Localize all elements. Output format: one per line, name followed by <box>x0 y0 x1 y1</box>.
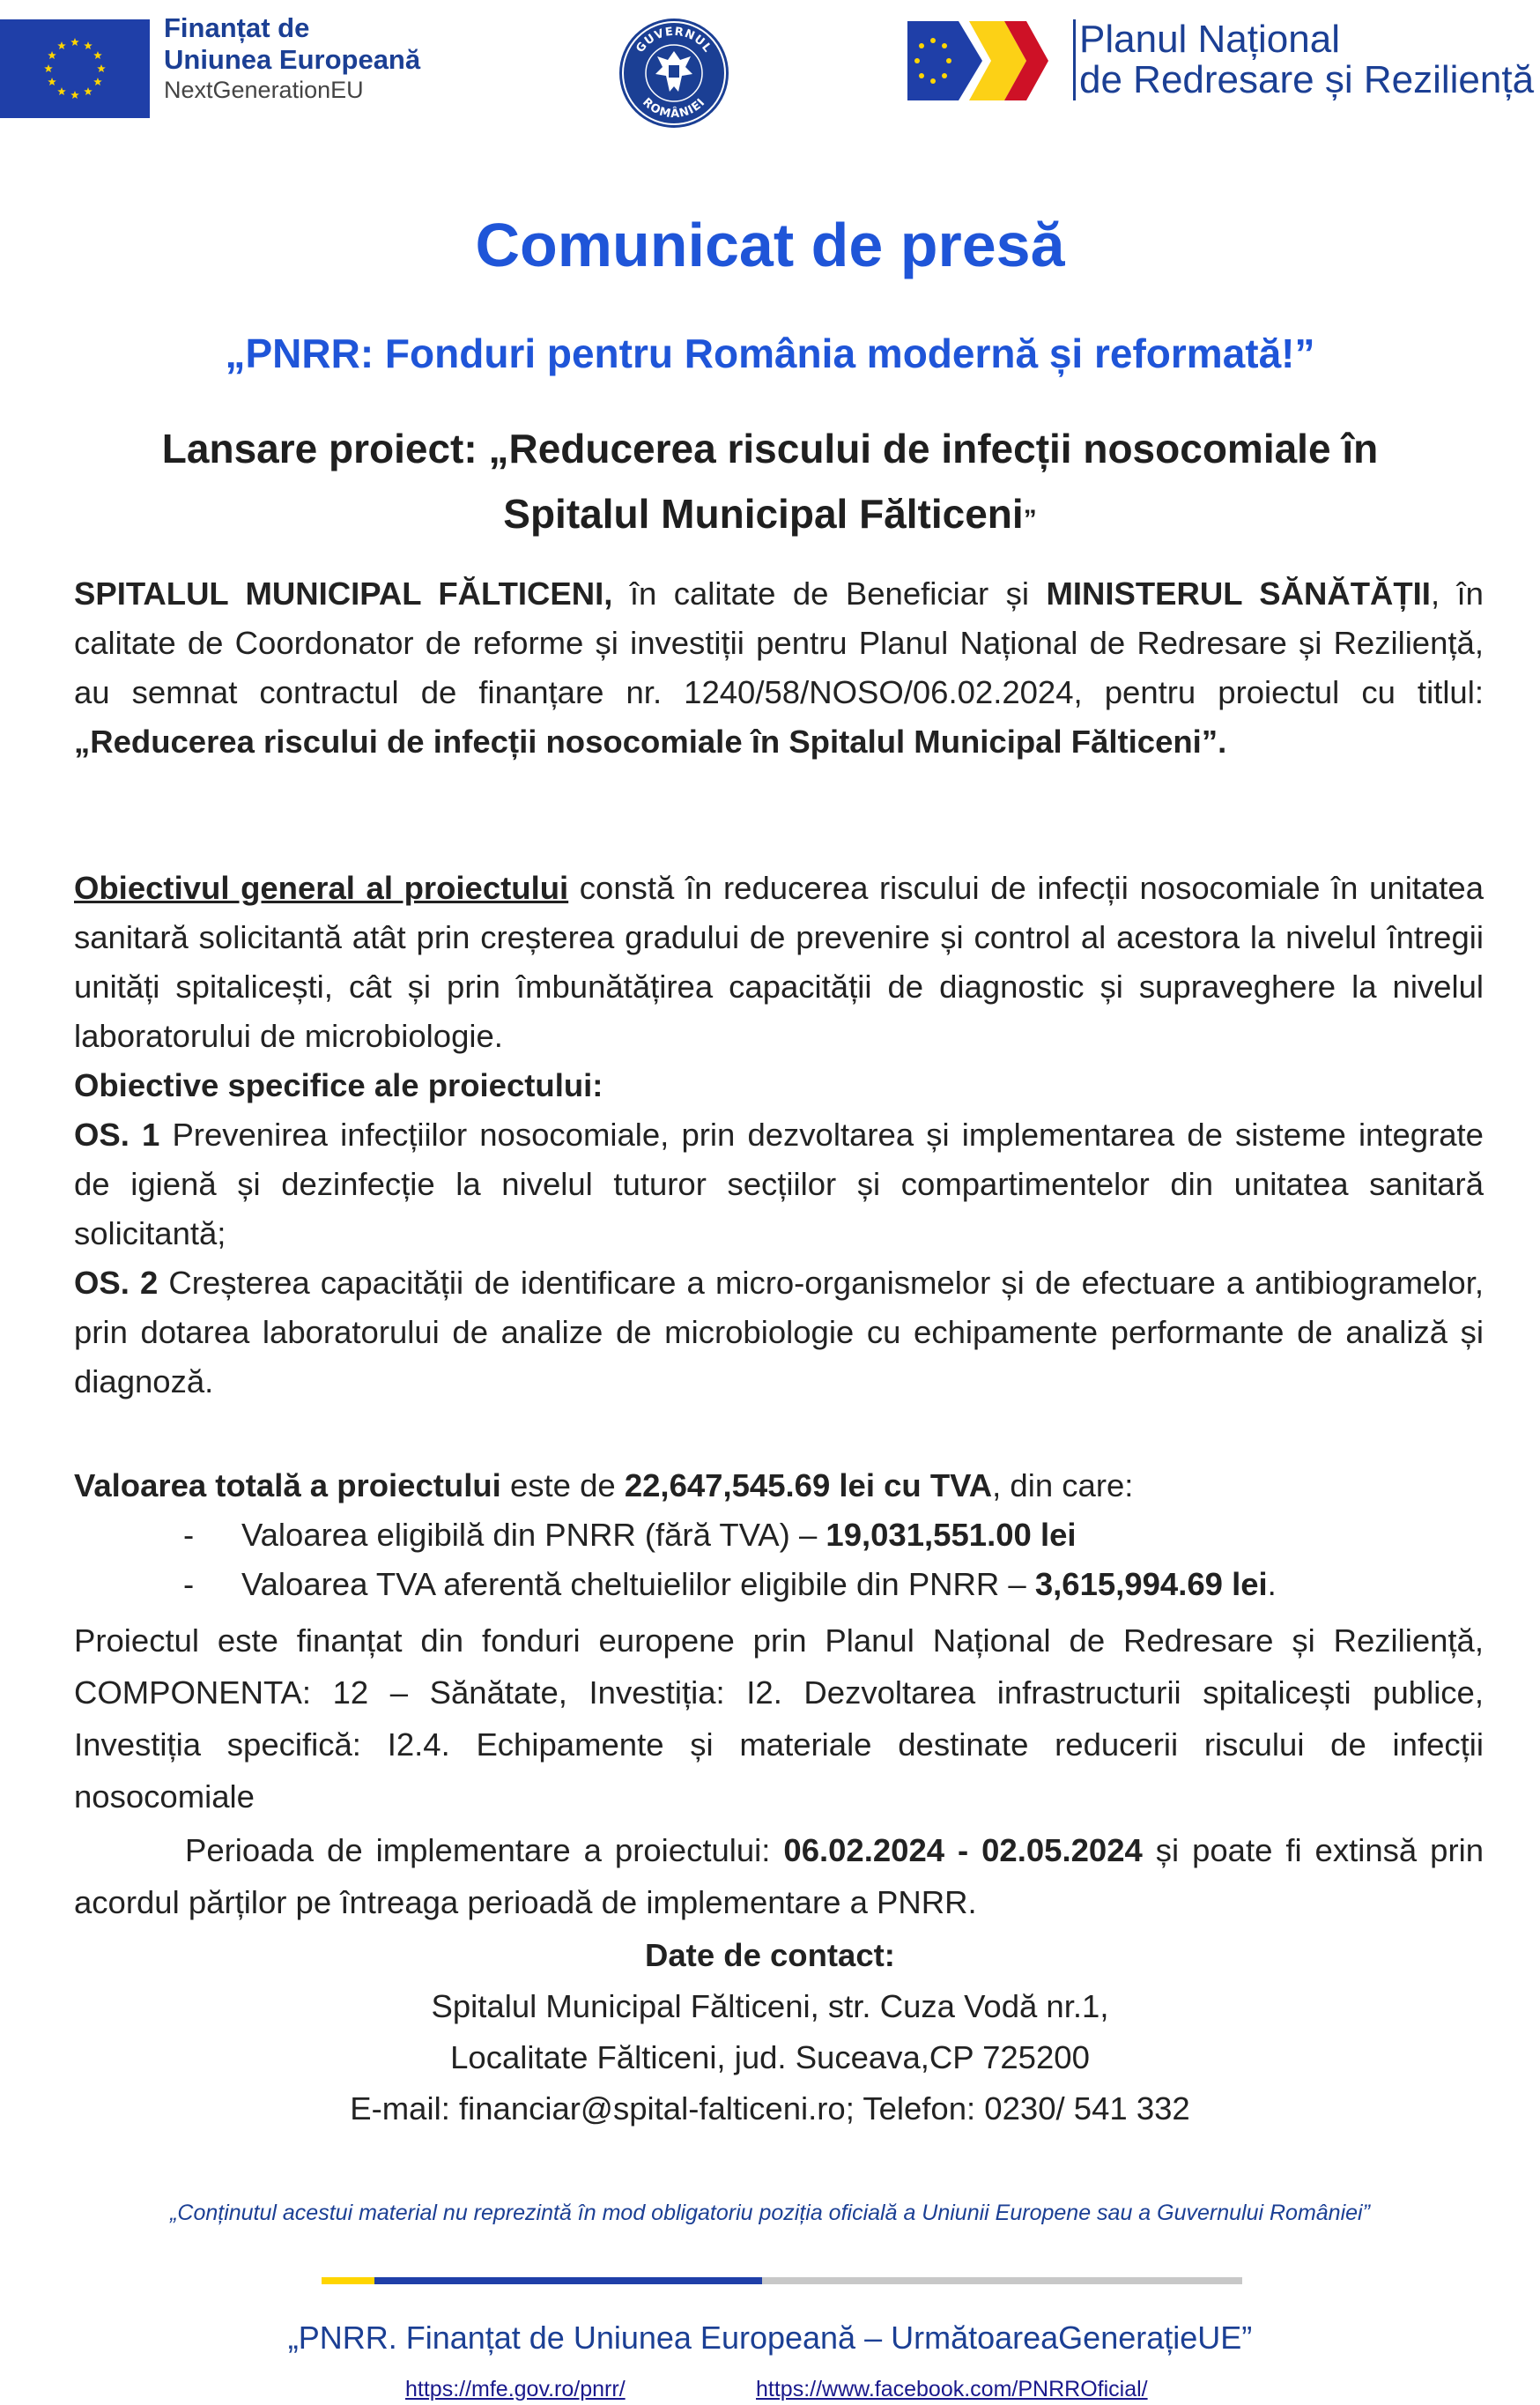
contact-block <box>0 1930 1540 2134</box>
eu-label-line2: Uniunea Europeană <box>164 43 421 75</box>
period-text-2: și poate fi extinsă prin acordul părților pe întreaga perioadă de implementare a PNRR. <box>74 1832 1484 1920</box>
project-value-text-1: este de <box>500 1467 625 1503</box>
svg-text:GUVERNUL: GUVERNUL <box>633 25 714 56</box>
general-objective-text: constă în reducerea riscului de infecții nosocomiale în unitatea sanitară solicitantă atât prin creșterea gradului de prevenire și control al acestora la nivelul întregii unități spitalicești, cât și prin îmbunătățirea capacității de diagnostic și supraveghere la nivelul laboratorului de microbiologie. <box>74 870 1484 1054</box>
intro-text-2: , în calitate de Coordonator de reforme și investiții pentru Planul Național de Redresare și Reziliență, au semnat contractul de finanțare nr. 1240/58/NOSO/06.02.2024, pentru proiectul cu titlul: <box>74 575 1484 710</box>
contact-email-phone: E-mail: financiar@spital-falticeni.ro; Telefon: 0230/ 541 332 <box>350 2090 1190 2127</box>
intro-project-name: „Reducerea riscului de infecții nosocomiale în Spitalul Municipal Fălticeni”. <box>74 724 1227 760</box>
value-item-vat-amount: 3,615,994.69 lei <box>1034 1566 1268 1602</box>
os1-text: Prevenirea infecțiilor nosocomiale, prin dezvoltarea și implementarea de sisteme integrate de igienă și dezinfecție la nivelul tuturor secțiilor și compartimentelor din unitatea sanitară solicitantă; <box>74 1117 1484 1251</box>
value-item-eligible <box>183 1511 1434 1560</box>
eu-flag-logo <box>0 19 150 118</box>
project-value-label: Valoarea totală a proiectului <box>74 1467 501 1503</box>
link-facebook[interactable]: https://www.facebook.com/PNRROficial/ <box>756 2377 1148 2401</box>
specific-objective-2 <box>74 1258 1484 1407</box>
project-title-quote: ” <box>1023 505 1037 534</box>
intro-paragraph <box>74 569 1484 767</box>
objectives-section <box>74 864 1484 1407</box>
project-title-line1: Lansare proiect: „Reducerea riscului de infecții nosocomiale în <box>161 426 1379 471</box>
eu-funding-label <box>164 12 420 104</box>
ministry-name: MINISTERUL SĂNĂTĂȚII <box>1046 575 1431 612</box>
value-item-vat-text: Valoarea TVA aferentă cheltuielilor eligibile din PNRR – <box>241 1566 1035 1602</box>
specific-objective-1 <box>74 1110 1484 1258</box>
project-title-name: Spitalul Municipal Fălticeni <box>503 491 1024 537</box>
period-paragraph <box>74 1824 1484 1928</box>
financing-paragraph: Proiectul este finanțat din fonduri europene prin Planul Național de Redresare și Reziliență, COMPONENTA: 12 – Sănătate, Investiția: I2. Dezvoltarea infrastructurii spitalicești publice, Investiția specifică: I2.4. Echipamente și materiale destinate reducerii riscului de infecții nosocomiale <box>74 1622 1484 1815</box>
project-value-line <box>74 1461 1484 1511</box>
value-item-vat <box>183 1560 1434 1609</box>
os1-label: OS. 1 <box>74 1117 160 1153</box>
project-value-total: 22,647,545.69 lei cu TVA <box>624 1467 993 1503</box>
list-dash: - <box>183 1566 195 1602</box>
footer-bar-grey <box>762 2277 1242 2284</box>
page-title: Comunicat de presă <box>475 211 1065 279</box>
os2-text: Creșterea capacității de identificare a micro-organismelor și de efectuare a antibiogramelor, prin dotarea laboratorului de analize de microbiologie cu echipamente performante de analiză și diagnoză. <box>74 1265 1484 1399</box>
project-value-text-2: , din care: <box>992 1467 1134 1503</box>
value-item-vat-end: . <box>1267 1566 1277 1602</box>
beneficiary-name: SPITALUL MUNICIPAL FĂLTICENI, <box>74 575 613 612</box>
footer-tagline: „PNRR. Finanțat de Uniunea Europeană – UrmătoareaGenerațieUE” <box>287 2320 1253 2356</box>
eu-label-line1: Finanțat de <box>164 12 310 43</box>
footer-bar-blue <box>374 2277 762 2284</box>
general-objective-paragraph <box>74 864 1484 1061</box>
intro-text-1: în calitate de Beneficiar și <box>612 575 1047 612</box>
pnrr-title-line1: Planul Național <box>1079 18 1340 61</box>
svg-text:ROMÂNIEI: ROMÂNIEI <box>640 95 708 122</box>
pnrr-logo <box>907 21 1048 100</box>
os2-label: OS. 2 <box>74 1265 159 1301</box>
general-objective-label: Obiectivul general al proiectului <box>74 870 569 906</box>
list-dash: - <box>183 1517 195 1553</box>
project-title <box>115 416 1425 553</box>
pnrr-title-line2: de Redresare și Reziliență <box>1079 58 1535 102</box>
footer-bar-yellow <box>322 2277 374 2284</box>
eu-label-line3: NextGenerationEU <box>164 77 364 104</box>
value-item-eligible-amount: 19,031,551.00 lei <box>826 1517 1077 1553</box>
value-item-eligible-text: Valoarea eligibilă din PNRR (fără TVA) – <box>241 1517 826 1553</box>
period-text-1: Perioada de implementare a proiectului: <box>185 1832 784 1868</box>
contact-locality: Localitate Fălticeni, jud. Suceava,CP 725200 <box>450 2039 1090 2075</box>
eu-stars-icon <box>0 19 150 118</box>
government-seal-logo <box>617 16 731 130</box>
pnrr-title <box>1073 19 1534 100</box>
period-dates: 06.02.2024 - 02.05.2024 <box>783 1832 1143 1868</box>
project-title-line2 <box>115 481 1425 553</box>
contact-address: Spitalul Municipal Fălticeni, str. Cuza Vodă nr.1, <box>431 1988 1109 2024</box>
page-subtitle: „PNRR: Fonduri pentru România modernă și reformată!” <box>225 330 1315 376</box>
link-mfe[interactable]: https://mfe.gov.ro/pnrr/ <box>405 2377 626 2401</box>
disclaimer-text: „Conținutul acestui material nu reprezintă în mod obligatoriu poziția oficială a Uniunii Europene sau a Guvernului României” <box>170 2201 1370 2225</box>
contact-heading: Date de contact: <box>645 1937 895 1973</box>
specific-objectives-heading: Obiective specifice ale proiectului: <box>74 1067 603 1103</box>
